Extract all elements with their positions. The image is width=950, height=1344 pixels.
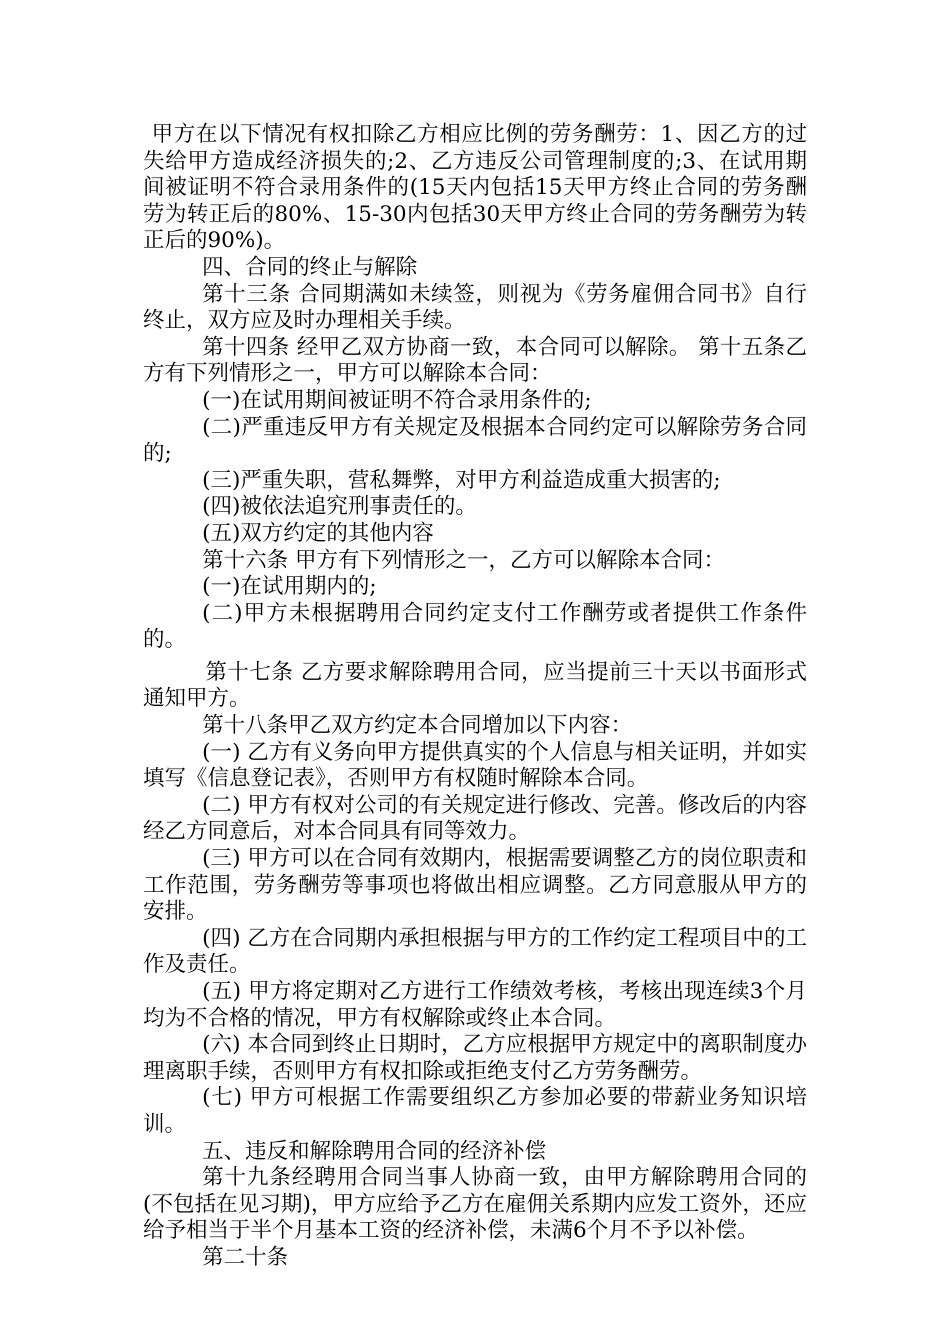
list-item: (四)被依法追究刑事责任的。 <box>202 494 477 520</box>
paragraph-deduction-terms: 甲方在以下情况有权扣除乙方相应比例的劳务酬劳：1、因乙方的过失给甲方造成经济损失的;2、乙方违反公司管理制度的;3、在试用期间被证明不符合录用条件的(15天内包括15天甲方终止合同的劳务酬劳为转正后的80%、15-30内包括30天甲方终止合同的劳务酬劳为转正后的90%)。 <box>143 122 807 254</box>
list-item: (一) 乙方有义务向甲方提供真实的个人信息与相关证明，并如实填写《信息登记表》，否则甲方有权随时解除本合同。 <box>143 739 807 792</box>
list-item: (三)严重失职，营私舞弊，对甲方利益造成重大损害的; <box>202 467 721 493</box>
list-item: (一)在试用期内的; <box>202 574 377 600</box>
list-item: (二) 甲方有权对公司的有关规定进行修改、完善。修改后的内容经乙方同意后，对本合同具有同等效力。 <box>143 792 807 845</box>
article-18: 第十八条甲乙双方约定本合同增加以下内容： <box>202 713 633 739</box>
list-item: (五)双方约定的其他内容 <box>202 520 434 546</box>
list-item: (七) 甲方可根据工作需要组织乙方参加必要的带薪业务知识培训。 <box>143 1085 807 1137</box>
list-item: (四) 乙方在合同期内承担根据与甲方的工作约定工程项目中的工作及责任。 <box>143 925 807 978</box>
list-item: (三) 甲方可以在合同有效期内，根据需要调整乙方的岗位职责和工作范围，劳务酬劳等事项也将做出相应调整。乙方同意服从甲方的安排。 <box>143 846 807 925</box>
section-heading-termination: 四、合同的终止与解除 <box>202 254 418 280</box>
list-item: (一)在试用期间被证明不符合录用条件的; <box>202 387 592 413</box>
list-item: (五) 甲方将定期对乙方进行工作绩效考核，考核出现连续3个月均为不合格的情况，甲方有权解除或终止本合同。 <box>143 979 807 1031</box>
article-14-15: 第十四条 经甲乙双方协商一致，本合同可以解除。 第十五条乙方有下列情形之一，甲方可以解除本合同： <box>143 334 807 387</box>
section-heading-compensation: 五、违反和解除聘用合同的经济补偿 <box>202 1138 547 1164</box>
article-16: 第十六条 甲方有下列情形之一，乙方可以解除本合同： <box>202 547 725 573</box>
article-20: 第二十条 <box>202 1244 289 1270</box>
list-item: (二)甲方未根据聘用合同约定支付工作酬劳或者提供工作条件的。 <box>143 600 807 653</box>
list-item: (六) 本合同到终止日期时，乙方应根据甲方规定中的离职制度办理离职手续，否则甲方有权扣除或拒绝支付乙方劳务酬劳。 <box>143 1032 807 1084</box>
article-17: 第十七条 乙方要求解除聘用合同，应当提前三十天以书面形式通知甲方。 <box>143 659 807 712</box>
list-item: (二)严重违反甲方有关规定及根据本合同约定可以解除劳务合同的; <box>143 414 807 467</box>
document-body <box>143 122 807 1272</box>
article-19: 第十九条经聘用合同当事人协商一致，由甲方解除聘用合同的(不包括在见习期)，甲方应给予乙方在雇佣关系期内应发工资外，还应给予相当于半个月基本工资的经济补偿，未满6个月不予以补偿。 <box>143 1165 807 1244</box>
article-13: 第十三条 合同期满如未续签，则视为《劳务雇佣合同书》自行终止，双方应及时办理相关手续。 <box>143 281 807 334</box>
